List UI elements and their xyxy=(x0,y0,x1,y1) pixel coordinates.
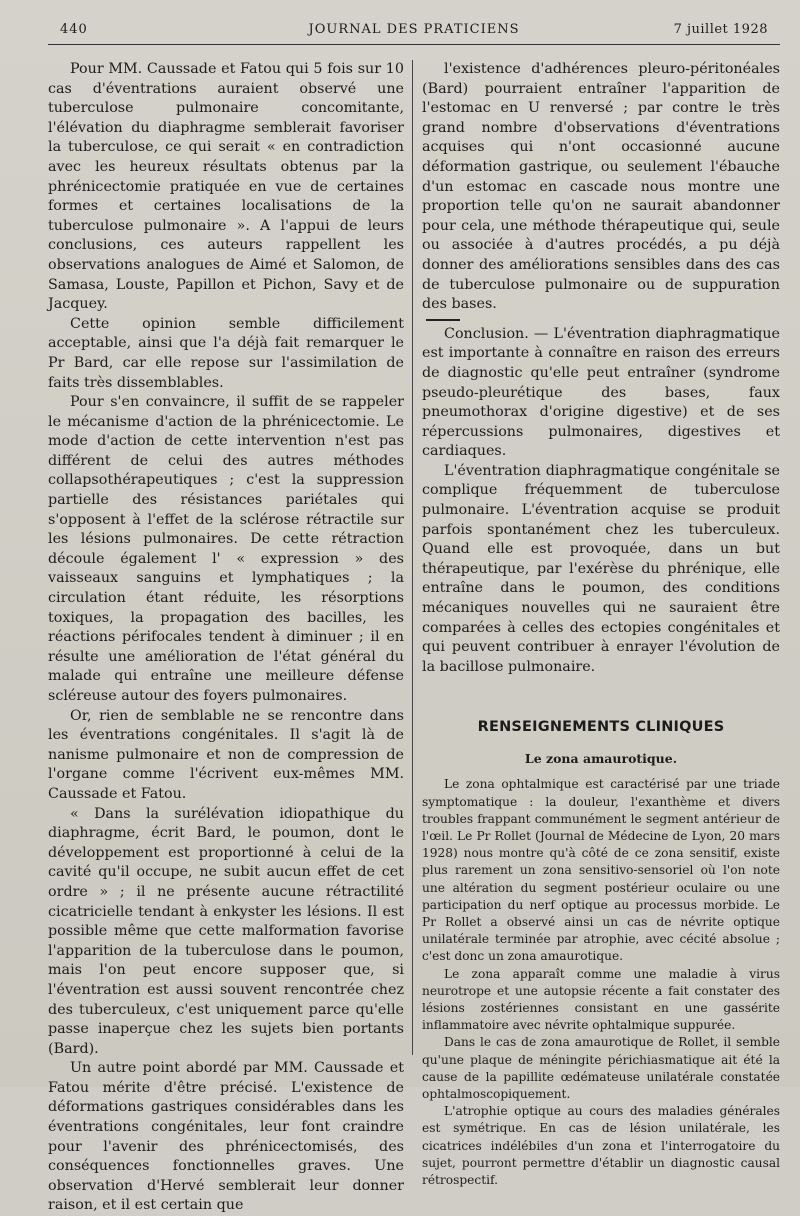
paragraph: Pour s'en convaincre, il suffit de se rappeler le mécanisme d'action de la phrénicectomie. Le mode d'action de cette intervention n'est pas différent de celui des autres méthodes collapsothérapeutiques ; c'est la suppression partielle des résistances pariétales qui s'opposent à l'effet de la sclérose rétractile sur les lésions pulmonaires. De cette rétraction découle également l' « expression » des vaisseaux sanguins et lymphatiques ; la circulation étant réduite, les résorptions toxiques, la propagation des bacilles, les réactions périfocales tendent à diminuer ; il en résulte une amélioration de l'état général du malade qui entraîne une meilleure défense scléreuse autour des foyers pulmonaires. xyxy=(48,394,404,704)
article-continuation xyxy=(422,60,780,677)
paragraph: « Dans la surélévation idiopathique du diaphragme, écrit Bard, le poumon, dont le développement est proportionné à celui de la cavité qu'il occupe, ne subit aucun effet de cet ordre » ; il ne présente aucune rétractilité cicatricielle tendant à enkyster les lésions. Il est possible même que cette malformation favorise l'apparition de la tuberculose dans le poumon, mais l'on peut encore supposer que, si l'éventration est aussi souvent rencontrée chez des tuberculeux, c'est uniquement parce qu'elle passe inaperçue chez les sujets bien portants (Bard). xyxy=(48,805,404,1057)
paragraph: Le zona ophtalmique est caractérisé par une triade symptomatique : la douleur, l'exanthème et divers troubles frappant communément le segment antérieur de l'œil. Le Pr Rollet (Journal de Médecine de Lyon, 20 mars 1928) nous montre qu'à côté de ce zona sensitif, existe plus rarement un zona sensitivo-sensoriel où l'on note une altération du segment postérieur oculaire ou une participation du nerf optique au processus morbide. Le Pr Rollet a observé ainsi un cas de névrite optique unilatérale terminée par atrophie, avec cécité absolue ; c'est donc un zona amaurotique. xyxy=(422,777,780,964)
column-divider xyxy=(412,60,413,1055)
paragraph: L'éventration diaphragmatique congénitale se complique fréquemment de tuberculose pulmonaire. L'éventration acquise se produit parfois spontanément chez les tuberculeux. Quand elle est provoquée, dans un but thérapeutique, par l'exérèse du phrénique, elle entraîne dans le poumon, des conditions mécaniques nouvelles qui ne sauraient être comparées à celles des ectopies congénitales et qui peuvent contribuer à enrayer l'évolution de la bacillose pulmonaire. xyxy=(422,462,780,675)
section-rule xyxy=(426,319,460,321)
running-header xyxy=(48,22,780,42)
header-rule xyxy=(48,44,780,45)
paragraph: Pour MM. Caussade et Fatou qui 5 fois sur 10 cas d'éventrations auraient observé une tuberculose pulmonaire concomitante, l'élévation du diaphragme semblerait favoriser la tuberculose, ce qui serait « en contradiction avec les heureux résultats obtenus par la phrénicectomie pratiquée en vue de certaines formes et certaines localisations de la tuberculose pulmonaire ». A l'appui de leurs conclusions, ces auteurs rappellent les observations analogues de Aimé et Salomon, de Samasa, Louste, Papillon et Pichon, Savy et de Jacquey. xyxy=(48,61,404,313)
paragraph: l'existence d'adhérences pleuro-péritonéales (Bard) pourraient entraîner l'apparition de l'estomac en U renversé ; par contre le très grand nombre d'observations d'éventrations acquises qui n'ont occasionné aucune déformation gastrique, ou seulement l'ébauche d'un estomac en cascade nous montre une proportion telle qu'on ne saurait abandonner pour cela, une méthode thérapeutique qui, seule ou associée à d'autres procédés, a pu déjà donner des améliorations sensibles dans des cas de tuberculose pulmonaire ou de suppuration des bases. xyxy=(422,61,780,313)
paragraph: Cette opinion semble difficilement acceptable, ainsi que l'a déjà fait remarquer le Pr Bard, car elle repose sur l'assimilation de faits très dissemblables. xyxy=(48,315,404,391)
right-column xyxy=(422,60,780,1189)
subsection-title: Le zona amaurotique. xyxy=(524,751,678,767)
page-number: 440 xyxy=(60,22,88,37)
paragraph: Le zona apparaît comme une maladie à virus neurotrope et une autopsie récente a fait constater des lésions zostériennes consistant en une gassérite inflammatoire avec névrite ophtalmique suppurée. xyxy=(422,966,780,1033)
section-title: RENSEIGNEMENTS CLINIQUES xyxy=(477,719,725,736)
paragraph: Un autre point abordé par MM. Caussade et Fatou mérite d'être précisé. L'existence de déformations gastriques considérables dans les éventrations congénitales, leur font craindre pour l'avenir des phrénicectomisés, des conséquences fonctionnelles graves. Une observation d'Hervé semblerait leur donner raison, et il est certain que xyxy=(48,1060,404,1214)
issue-date: 7 juillet 1928 xyxy=(673,22,768,37)
clinical-note xyxy=(422,776,780,1189)
conclusion-paragraph: Conclusion. — L'éventration diaphragmatique est importante à connaître en raison des erreurs de diagnostic qu'elle peut entraîner (syndrome pseudo-pleurétique des bases, faux pneumothorax d'origine digestive) et de ses répercussions pulmonaires, digestives et cardiaques. xyxy=(422,325,780,460)
paragraph: Or, rien de semblable ne se rencontre dans les éventrations congénitales. Il s'agit là de nanisme pulmonaire et non de compression de l'organe comme l'écrivent eux-mêmes MM. Caussade et Fatou. xyxy=(48,707,404,802)
journal-title: JOURNAL DES PRATICIENS xyxy=(308,22,520,37)
paragraph: L'atrophie optique au cours des maladies générales est symétrique. En cas de lésion unilatérale, les cicatrices indélébiles d'un zona et l'interrogatoire du sujet, pourront permettre d'établir un diagnostic causal rétrospectif. xyxy=(422,1104,780,1188)
paragraph: Dans le cas de zona amaurotique de Rollet, il semble qu'une plaque de méningite périchiasmatique ait été la cause de la papillite œdémateuse unilatérale constatée ophtalmoscopiquement. xyxy=(422,1035,780,1102)
left-column xyxy=(48,60,404,1216)
